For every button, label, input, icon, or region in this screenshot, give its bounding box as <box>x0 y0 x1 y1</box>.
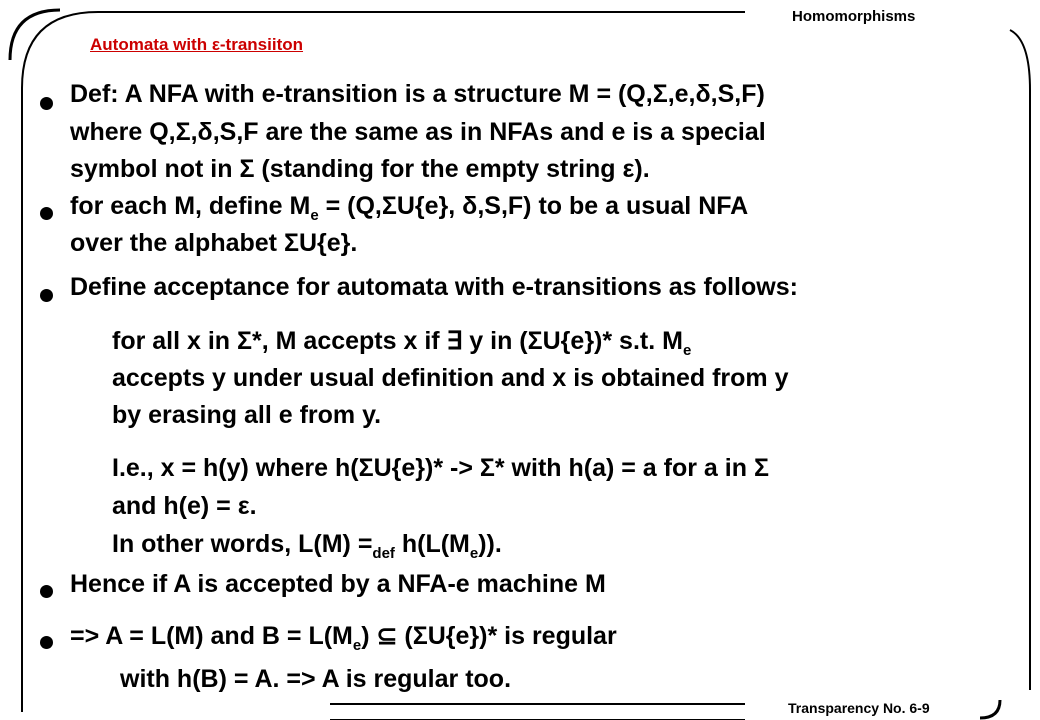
acceptance-line: Define acceptance for automata with e-transitions as follows: <box>70 273 798 301</box>
sub1-line-3: by erasing all e from y. <box>112 401 382 429</box>
me-def-line-2: over the alphabet ΣU{e}. <box>70 229 358 257</box>
sub1-line-2: accepts y under usual definition and x is obtained from y <box>112 364 789 392</box>
bullet-dot <box>40 289 53 302</box>
subscript-e: e <box>682 342 692 359</box>
subscript-def: def <box>372 545 395 562</box>
sub3-line <box>112 530 502 562</box>
sub1-text-a: for all x in Σ*, M accepts x if ∃ y in (ΣU{e})* s.t. M <box>112 327 683 355</box>
def-line-3: symbol not in Σ (standing for the empty string ε). <box>70 155 650 183</box>
implies-line <box>70 621 617 654</box>
bullet-dot <box>40 97 53 110</box>
bullet-dot <box>40 585 53 598</box>
subscript-e: e <box>352 637 362 654</box>
sub2-line-1: I.e., x = h(y) where h(ΣU{e})* -> Σ* with h(a) = a for a in Σ <box>112 454 769 482</box>
bullet-dot <box>40 636 53 649</box>
subscript-e: e <box>469 545 479 562</box>
sub3-text-a: In other words, L(M) = <box>112 530 373 558</box>
implies-text-b: ) ⊆ (ΣU{e})* is regular <box>361 622 617 650</box>
slide-title: Automata with ε-transiiton <box>90 35 304 54</box>
hence-line: Hence if A is accepted by a NFA-e machine M <box>70 570 606 598</box>
me-def-text-a: for each M, define M <box>70 192 311 220</box>
bullet-dot <box>40 207 53 220</box>
def-line-2: where Q,Σ,δ,S,F are the same as in NFAs and e is a special <box>70 118 766 146</box>
def-line-1: Def: A NFA with e-transition is a structure M = (Q,Σ,e,δ,S,F) <box>70 80 765 108</box>
me-def-line-1 <box>70 192 748 224</box>
footer-transparency: Transparency No. 6-9 <box>788 700 930 716</box>
sub2-line-2: and h(e) = ε. <box>112 492 257 520</box>
sub1-line-1 <box>112 326 691 359</box>
implies-text-a: => A = L(M) and B = L(M <box>70 622 353 650</box>
conclusion-line: with h(B) = A. => A is regular too. <box>120 665 512 693</box>
sub3-text-b: h(L(M <box>394 530 470 558</box>
sub3-text-c: )). <box>478 530 502 558</box>
subscript-e: e <box>310 207 319 224</box>
header-topic: Homomorphisms <box>792 8 916 25</box>
me-def-text-b: = (Q,ΣU{e}, δ,S,F) to be a usual NFA <box>318 192 749 220</box>
